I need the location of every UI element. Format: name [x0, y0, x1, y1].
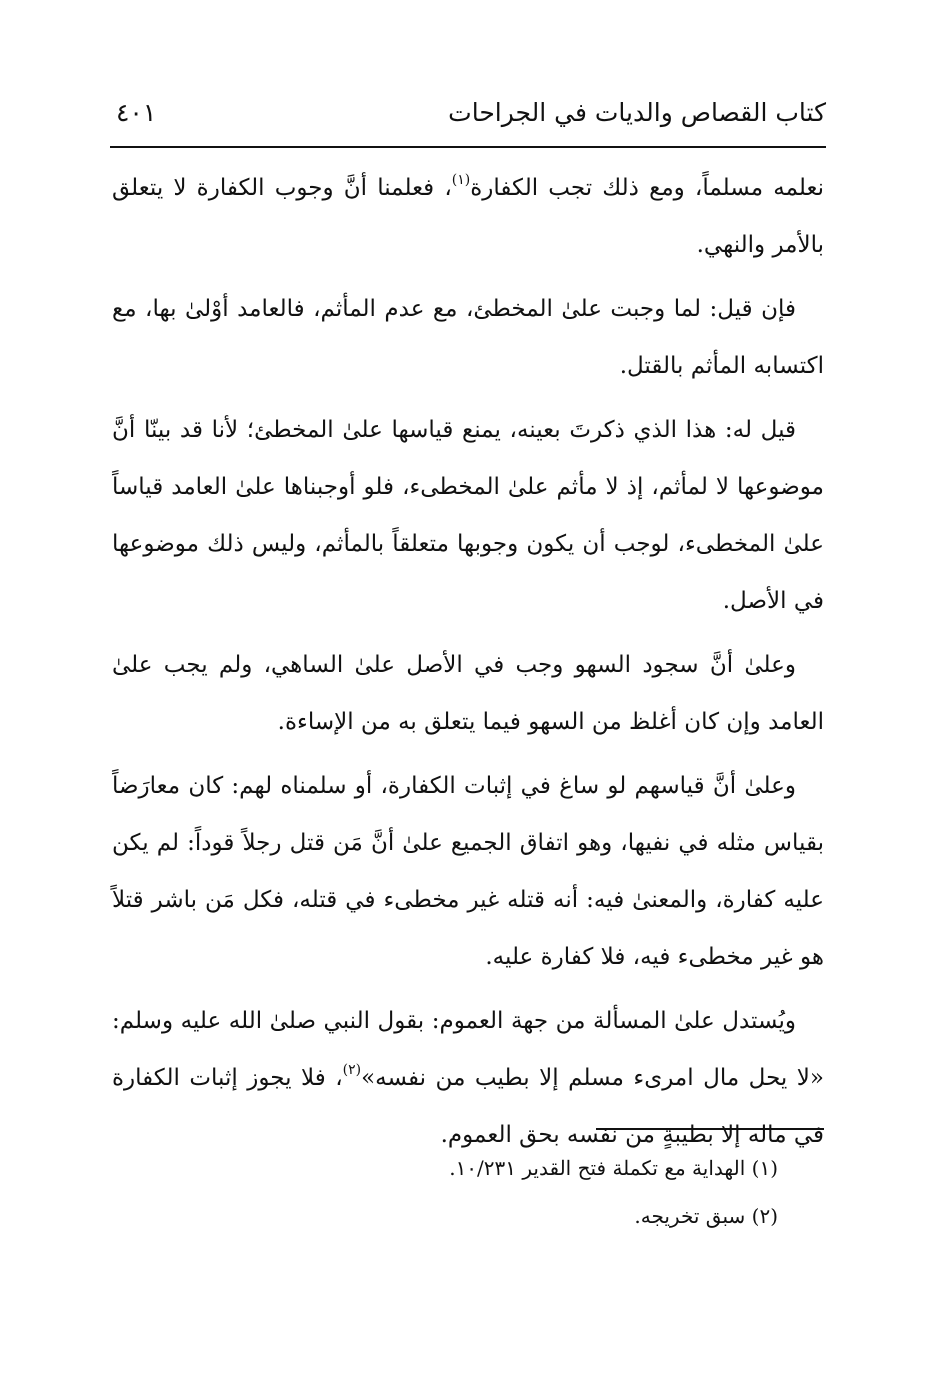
running-header [110, 92, 826, 142]
footnotes [300, 1144, 778, 1240]
paragraph-3-text: قيل له: هذا الذي ذكرتَ بعينه، يمنع قياسها علىٰ المخطئ؛ لأنا قد بينّا أنَّ موضوعها لا لمأثم، إذ لا مأثم علىٰ المخطىء، فلو أوجبناها علىٰ العامد قياساً علىٰ المخطىء، لوجب أن يكون وجوبها متعلقاً بالمأثم، وليس ذلك موضوعها في الأصل. [112, 417, 824, 614]
paragraph-6-text-b: ، فلا يجوز إثبات الكفارة في ماله إلا بطيبةٍ من نفسه بحق العموم. [112, 1065, 824, 1148]
paragraph-2-text: فإن قيل: لما وجبت علىٰ المخطئ، مع عدم المأثم، فالعامد أوْلىٰ بها، مع اكتسابه المأثم بالقتل. [112, 296, 824, 379]
paragraph-4-text: وعلىٰ أنَّ سجود السهو وجب في الأصل علىٰ الساهي، ولم يجب علىٰ العامد وإن كان أغلظ من السهو فيما يتعلق به من الإساءة. [112, 652, 824, 735]
page-number: ٤٠١ [116, 98, 157, 127]
footnote-ref-2: (٢) [342, 1062, 362, 1078]
paragraph-4 [112, 637, 824, 751]
header-divider [110, 146, 826, 148]
paragraph-1 [112, 160, 824, 274]
paragraph-1-text-b: ، فعلمنا أنَّ وجوب الكفارة لا يتعلق بالأمر والنهي. [112, 175, 824, 258]
running-title: كتاب القصاص والديات في الجراحات [448, 98, 826, 127]
paragraph-3 [112, 402, 824, 630]
paragraph-6 [112, 993, 824, 1164]
footnote-ref-1: (١) [451, 172, 471, 188]
paragraph-1-text-a: نعلمه مسلماً، ومع ذلك تجب الكفارة [470, 175, 824, 201]
footnote-2: (٢) سبق تخريجه. [634, 1204, 778, 1228]
paragraph-2 [112, 281, 824, 395]
paragraph-6-text-a: ويُستدل علىٰ المسألة من جهة العموم: بقول النبي صلىٰ الله عليه وسلم: «لا يحل مال امرىء مسلم إلا بطيب من نفسه» [112, 1008, 824, 1091]
paragraph-5 [112, 758, 824, 986]
footnote-divider [596, 1128, 824, 1130]
paragraph-5-text: وعلىٰ أنَّ قياسهم لو ساغ في إثبات الكفارة، أو سلمناه لهم: كان معارَضاً بقياس مثله في نفيها، وهو اتفاق الجميع علىٰ أنَّ مَن قتل رجلاً قوداً: لم يكن عليه كفارة، والمعنىٰ فيه: أنه قتله غير مخطىء في قتله، فكل مَن باشر قتلاً هو غير مخطىء فيه، فلا كفارة عليه. [112, 773, 824, 970]
main-text [112, 160, 824, 1171]
footnote-1: (١) الهداية مع تكملة فتح القدير ١٠/٢٣١. [449, 1156, 778, 1180]
